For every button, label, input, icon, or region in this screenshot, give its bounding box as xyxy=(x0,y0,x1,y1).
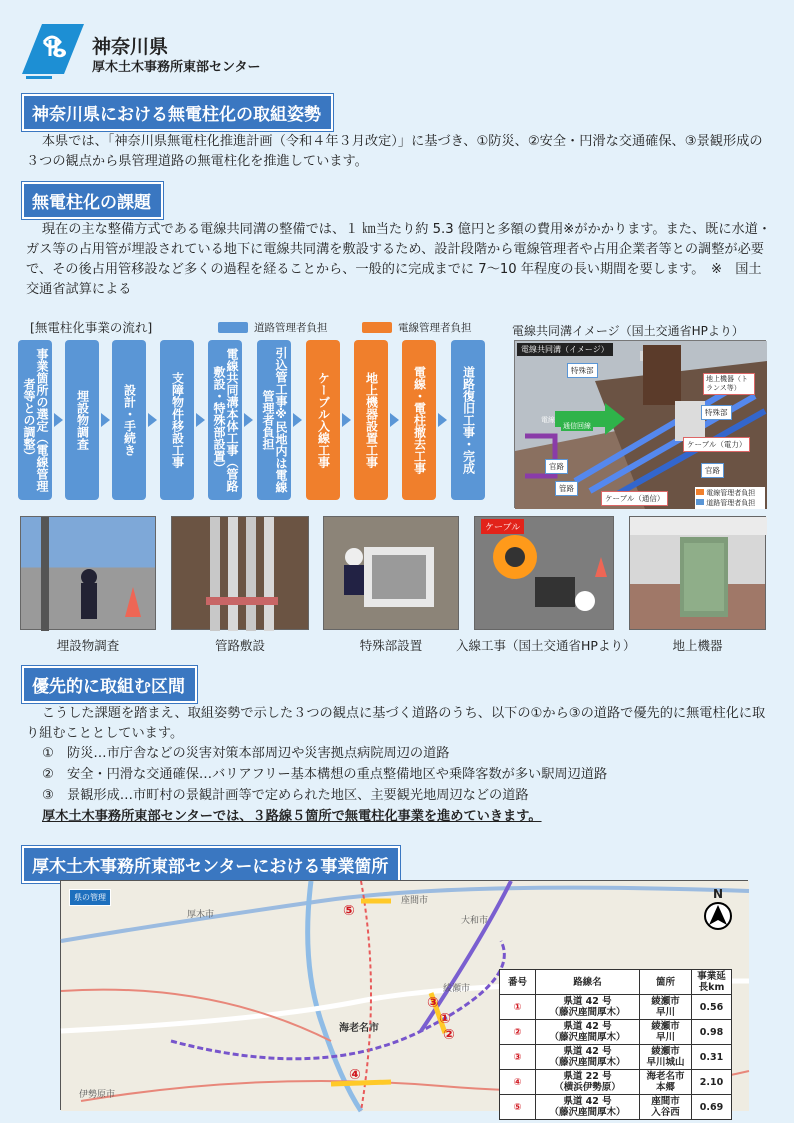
photo-pipe-laying xyxy=(171,516,309,630)
compass-icon xyxy=(703,901,733,931)
conduit-diagram xyxy=(514,340,766,508)
map-city-zama: 座間市 xyxy=(401,896,429,906)
cell-length: 0.31 xyxy=(692,1045,732,1070)
map-marker-5: ⑤ xyxy=(343,903,355,919)
flow-arrow-icon xyxy=(342,413,351,427)
legend-electric-label: 電線管理者負担 xyxy=(398,322,472,334)
flow-arrow-icon xyxy=(438,413,447,427)
flow-step-4: 支障物件移設工事 xyxy=(160,340,194,500)
caption-survey: 埋設物調査 xyxy=(56,638,120,653)
cell-place xyxy=(640,995,692,1020)
caption-ground-equipment: 地上機器 xyxy=(672,638,723,653)
priority-item-2: ② 安全・円滑な交通確保…バリアフリー基本構想の重点整備地区や乗降客数が多い駅周辺道路 xyxy=(42,767,608,782)
cell-place-line2: 早川城山 xyxy=(646,1057,685,1068)
label-wire: 電線 xyxy=(541,416,555,424)
cell-route xyxy=(536,1020,640,1045)
table-row xyxy=(500,1070,732,1095)
cell-route xyxy=(536,1095,640,1120)
cell-place-line2: 入谷西 xyxy=(651,1107,680,1118)
cell-number: ① xyxy=(500,995,536,1020)
cell-place-line1: 座間市 xyxy=(651,1096,680,1107)
cell-route-line1: 県道 42 号 xyxy=(563,1046,612,1057)
map-city-yamato: 大和市 xyxy=(461,916,489,926)
flow-arrow-icon xyxy=(196,413,205,427)
diagram-inner-label: 電線共同溝（イメージ） xyxy=(517,343,613,356)
cable-tag: ケーブル xyxy=(481,519,524,534)
caption-special-part: 特殊部設置 xyxy=(359,638,423,653)
cell-place-line2: 早川 xyxy=(655,1007,675,1018)
map-city-atsugi: 厚木市 xyxy=(187,910,215,920)
label-pipe-1: 官路 xyxy=(545,459,568,474)
flow-arrow-icon xyxy=(148,413,157,427)
cell-route xyxy=(536,1045,640,1070)
cell-length: 0.56 xyxy=(692,995,732,1020)
photo-cable-pulling xyxy=(474,516,614,630)
cell-route-line2: （藤沢座間厚木） xyxy=(549,1032,626,1043)
cell-length: 2.10 xyxy=(692,1070,732,1095)
photo-ground-equipment xyxy=(629,516,766,630)
table-row xyxy=(500,995,732,1020)
label-special-1: 特殊部 xyxy=(567,363,598,378)
map-marker-3: ③ xyxy=(427,995,439,1011)
cell-place-line1: 海老名市 xyxy=(646,1071,685,1082)
map-marker-2: ② xyxy=(443,1027,455,1043)
flow-arrow-icon xyxy=(101,413,110,427)
th-length: 事業延長km xyxy=(692,970,732,995)
table-row xyxy=(500,1020,732,1045)
flow-step-2: 埋設物調査 xyxy=(65,340,99,500)
cell-place-line2: 早川 xyxy=(655,1032,675,1043)
flow-step-3: 設計・手続き xyxy=(112,340,146,500)
map-city-isehara: 伊勢原市 xyxy=(79,1090,116,1100)
cell-number: ③ xyxy=(500,1045,536,1070)
label-special-2: 特殊部 xyxy=(701,405,732,420)
cell-place-line1: 綾瀬市 xyxy=(651,996,680,1007)
kanagawa-logo xyxy=(22,22,92,80)
photo-special-part xyxy=(323,516,459,630)
flow-arrow-icon xyxy=(54,413,63,427)
label-pipe-3: 管路 xyxy=(555,481,578,496)
cell-route xyxy=(536,995,640,1020)
priority-summary: 厚木土木事務所東部センターでは、３路線５箇所で無電柱化事業を進めていきます。 xyxy=(42,809,542,824)
priority-item-1: ① 防災…市庁舎などの災害対策本部周辺や災害拠点病院周辺の道路 xyxy=(42,746,450,761)
issues-text: 現在の主な整備方式である電線共同溝の整備では、１ ㎞当たり約 5.3 億円と多額の費用※がかかります。また、既に水道・ガス等の占用管が埋設されている地下に電線共同溝を敷設するため、設計段階から電線管理者や占用企業者等との調整が必要で、その後占用管移設など多くの過程を経ることから、一般的に完成までに 7～10 年程度の長い期間を要します。 ※ 国土交通省試算による xyxy=(26,222,772,297)
cell-route-line2: （藤沢座間厚木） xyxy=(549,1007,626,1018)
label-ground-equip: 地上機器（トランス等） xyxy=(703,373,755,395)
project-map xyxy=(60,880,748,1118)
diagram-legend-road: 道路管理者負担 xyxy=(706,499,756,507)
legend-electric-swatch xyxy=(362,322,392,333)
priority-item-3: ③ 景観形成…市町村の景観計画等で定められた地区、主要観光地周辺などの道路 xyxy=(42,788,529,803)
diagram-legend-electric: 電線管理者負担 xyxy=(706,489,756,497)
label-comm-line: 通信回線 xyxy=(563,422,591,430)
map-city-ebina: 海老名市 xyxy=(339,1023,379,1034)
th-number: 番号 xyxy=(500,970,536,995)
flow-step-6: 引込管工事※民地内は電線管理者負担 xyxy=(257,340,291,500)
table-row xyxy=(500,1095,732,1120)
cell-route-line1: 県道 42 号 xyxy=(563,996,612,1007)
flow-arrow-icon xyxy=(244,413,253,427)
compass-n: N xyxy=(712,887,724,901)
cell-place xyxy=(640,1045,692,1070)
cell-place-line1: 綾瀬市 xyxy=(651,1021,680,1032)
legend-road-swatch xyxy=(218,322,248,333)
map-marker-1: ① xyxy=(439,1011,451,1027)
cell-place-line1: 綾瀬市 xyxy=(651,1046,680,1057)
cell-place-line2: 本郷 xyxy=(655,1082,675,1093)
cell-number: ④ xyxy=(500,1070,536,1095)
section-title-priority: 優先的に取組む区間 xyxy=(22,666,197,703)
policy-text: 本県では、「神奈川県無電柱化推進計画（令和４年３月改定）」に基づき、①防災、②安全・円滑な交通確保、③景観形成の３つの観点から県管理道路の無電柱化を推進しています。 xyxy=(26,134,763,169)
section-title-issues: 無電柱化の課題 xyxy=(22,182,163,219)
cell-route-line1: 県道 42 号 xyxy=(563,1021,612,1032)
flow-step-9: 電線・電柱撤去工事 xyxy=(402,340,436,500)
priority-text: こうした課題を踏まえ、取組姿勢で示した３つの観点に基づく道路のうち、以下の①から③の道路で優先的に無電柱化に取り組むこととしています。 xyxy=(26,706,766,741)
office-name: 厚木土木事務所東部センター xyxy=(92,60,261,75)
road-table-wrap xyxy=(499,969,732,1120)
flow-step-5: 電線共同溝本体工事（管路敷設・特殊部設置） xyxy=(208,340,242,500)
flow-step-8: 地上機器設置工事 xyxy=(354,340,388,500)
legend-road-label: 道路管理者負担 xyxy=(254,322,328,334)
section-title-locations: 厚木土木事務所東部センターにおける事業箇所 xyxy=(22,846,400,883)
table-row xyxy=(500,1045,732,1070)
caption-pipe-laying: 管路敷設 xyxy=(214,638,265,653)
map-city-ayase: 綾瀬市 xyxy=(443,984,471,994)
compass xyxy=(701,887,735,935)
section-title-policy: 神奈川県における無電柱化の取組姿勢 xyxy=(22,94,333,131)
label-cable-power: ケーブル（電力） xyxy=(683,437,750,452)
cell-number: ⑤ xyxy=(500,1095,536,1120)
cell-length: 0.98 xyxy=(692,1020,732,1045)
org-name: 神奈川県 xyxy=(92,36,169,58)
cell-route-line1: 県道 42 号 xyxy=(563,1096,612,1107)
flow-title: [無電柱化事業の流れ] xyxy=(30,320,153,335)
cell-place xyxy=(640,1070,692,1095)
cell-route xyxy=(536,1070,640,1095)
flow-arrow-icon xyxy=(293,413,302,427)
map-legend-box: 県の管理 xyxy=(69,889,111,906)
conduit-illustration xyxy=(515,341,767,509)
flow-step-7: ケーブル入線工事 xyxy=(306,340,340,500)
label-pipe-2: 官路 xyxy=(701,463,724,478)
flow-step-10: 道路復旧工事・完成 xyxy=(451,340,485,500)
diagram-legend xyxy=(695,487,765,509)
cell-route-line2: （藤沢座間厚木） xyxy=(549,1057,626,1068)
cell-route-line1: 県道 22 号 xyxy=(563,1071,612,1082)
th-place: 箇所 xyxy=(640,970,692,995)
road-table xyxy=(499,969,732,1120)
photo-survey xyxy=(20,516,156,630)
label-cable-comm: ケーブル（通信） xyxy=(601,491,668,506)
caption-cable-pulling: 入線工事（国土交通省HPより） xyxy=(456,638,636,653)
flow-step-1: 事業箇所の選定（電線管理者等との調整） xyxy=(18,340,52,500)
map-marker-4: ④ xyxy=(349,1067,361,1083)
cell-route-line2: （横浜伊勢原） xyxy=(554,1082,621,1093)
th-route: 路線名 xyxy=(536,970,640,995)
cell-route-line2: （藤沢座間厚木） xyxy=(549,1107,626,1118)
cell-length: 0.69 xyxy=(692,1095,732,1120)
diagram-title: 電線共同溝イメージ（国土交通省HPより） xyxy=(512,324,744,338)
cell-place xyxy=(640,1095,692,1120)
cell-number: ② xyxy=(500,1020,536,1045)
svg-text:ⴰ: ⴰ xyxy=(52,38,68,63)
cell-place xyxy=(640,1020,692,1045)
flow-arrow-icon xyxy=(390,413,399,427)
